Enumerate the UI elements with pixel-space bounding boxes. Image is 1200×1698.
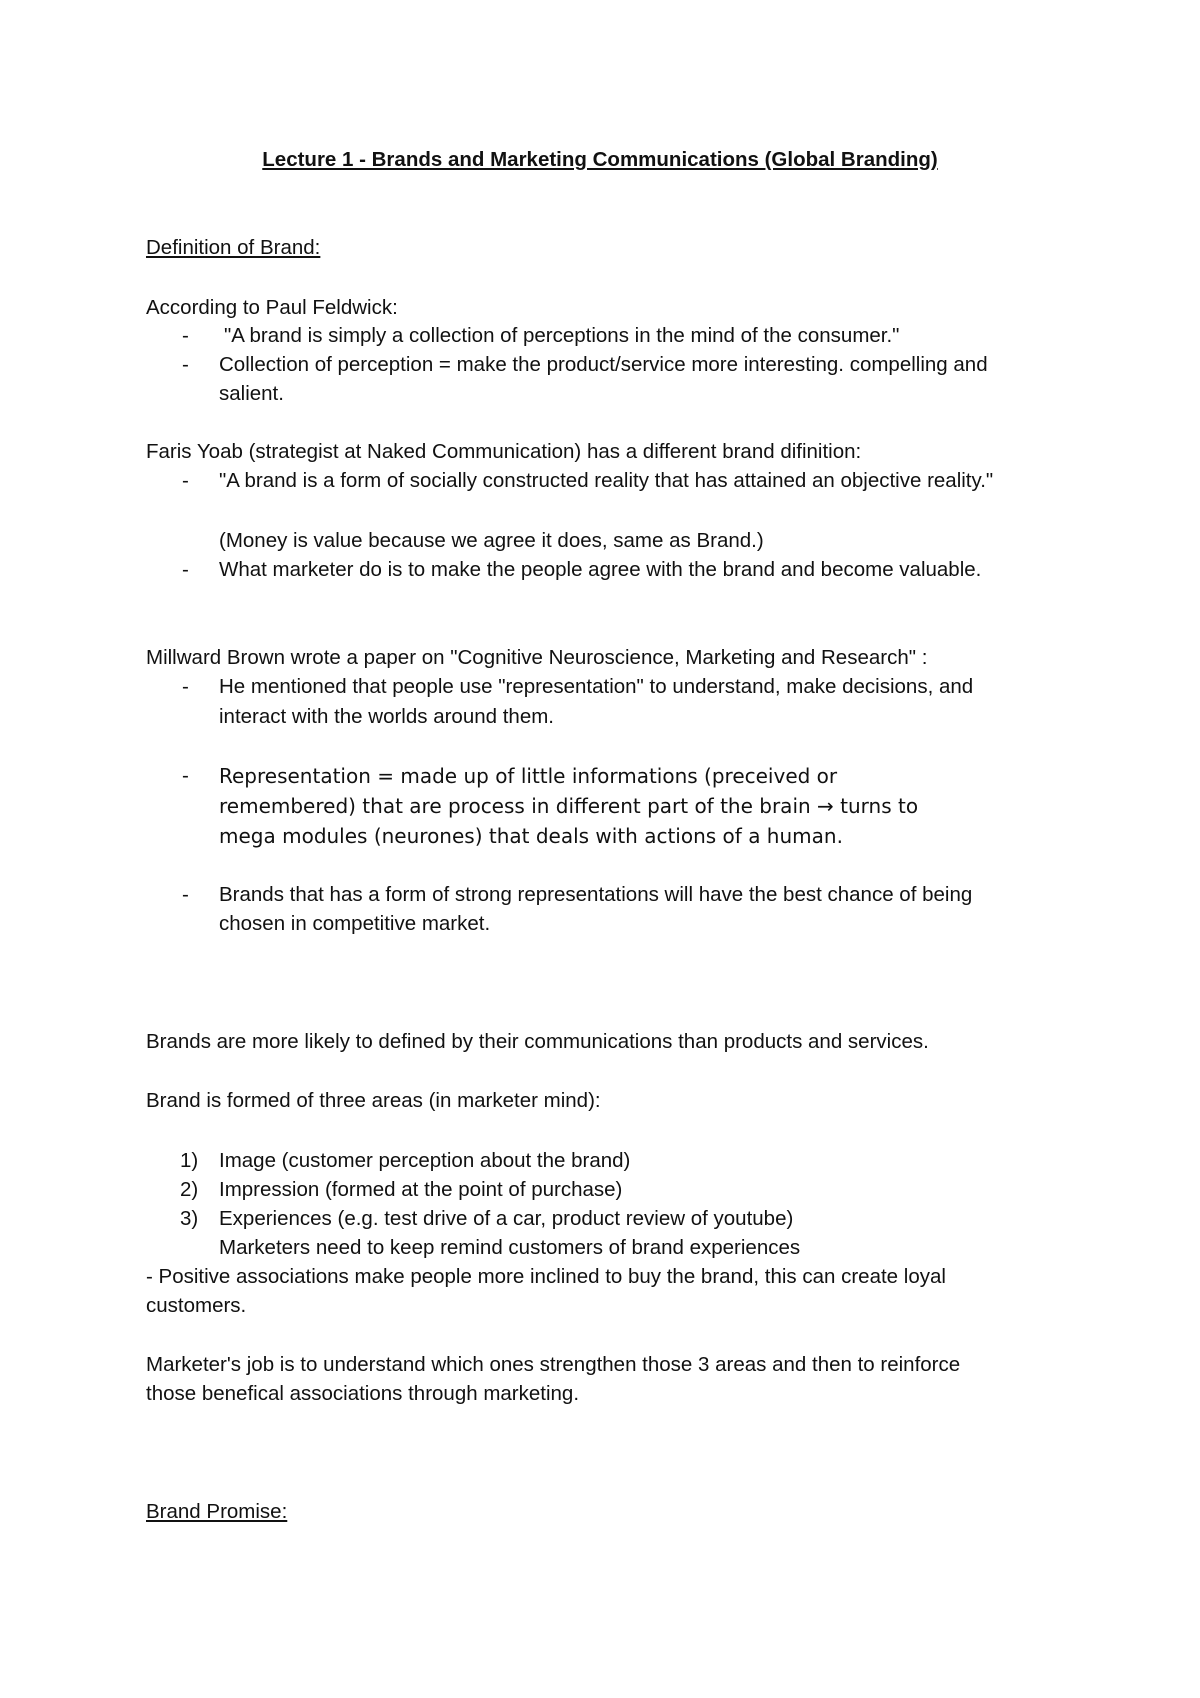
definition-heading: Definition of Brand: [146, 236, 321, 259]
representation-line3: mega modules (neurones) that deals with actions of a human. [219, 824, 843, 848]
yoab-quote: "A brand is a form of socially constructed reality that has attained an objective reality." [219, 469, 994, 492]
list-item-impression: Impression (formed at the point of purchase) [219, 1178, 623, 1201]
brand-promise-heading: Brand Promise: [146, 1500, 288, 1523]
list-number: 1) [180, 1149, 199, 1172]
marketer-job-line1: Marketer's job is to understand which ones strengthen those 3 areas and then to reinforce [146, 1353, 961, 1376]
list-number: 2) [180, 1178, 199, 1201]
feldwick-perception-line1: Collection of perception = make the product/service more interesting. compelling and [219, 353, 988, 376]
representation-line1: Representation = made up of little informations (preceived or [219, 764, 838, 788]
experiences-subnote: Marketers need to keep remind customers of brand experiences [219, 1236, 801, 1259]
positive-associations-line1: - Positive associations make people more inclined to buy the brand, this can create loyal [146, 1265, 946, 1288]
yoab-note: (Money is value because we agree it does, same as Brand.) [219, 529, 764, 552]
feldwick-perception-line2: salient. [219, 382, 284, 405]
bullet-dash: - [182, 883, 189, 906]
marketer-job-line2: those benefical associations through marketing. [146, 1382, 580, 1405]
positive-associations-line2: customers. [146, 1294, 247, 1317]
yoab-marketer-bullet: What marketer do is to make the people agree with the brand and become valuable. [219, 558, 982, 581]
millward-bullet1-line1: He mentioned that people use "representation" to understand, make decisions, and [219, 675, 974, 698]
millward-bullet1-line2: interact with the worlds around them. [219, 705, 554, 728]
representation-line2: remembered) that are process in different part of the brain → turns to [219, 794, 919, 818]
list-number: 3) [180, 1207, 199, 1230]
page-title: Lecture 1 - Brands and Marketing Communications (Global Branding) [262, 148, 938, 171]
millward-intro: Millward Brown wrote a paper on "Cognitive Neuroscience, Marketing and Research" : [146, 646, 928, 669]
bullet-dash: - [182, 324, 189, 347]
bullet-dash: - [182, 675, 189, 698]
bullet-dash: - [182, 353, 189, 376]
list-item-experiences: Experiences (e.g. test drive of a car, product review of youtube) [219, 1207, 794, 1230]
list-item-image: Image (customer perception about the brand) [219, 1149, 631, 1172]
three-areas-intro: Brand is formed of three areas (in marketer mind): [146, 1089, 601, 1112]
feldwick-intro: According to Paul Feldwick: [146, 296, 398, 319]
bullet-dash: - [182, 469, 189, 492]
bullet-dash: - [182, 764, 189, 787]
millward-bullet3-line2: chosen in competitive market. [219, 912, 491, 935]
yoab-intro: Faris Yoab (strategist at Naked Communication) has a different brand difinition: [146, 440, 862, 463]
feldwick-quote: "A brand is simply a collection of perceptions in the mind of the consumer." [224, 324, 900, 347]
millward-bullet3-line1: Brands that has a form of strong representations will have the best chance of being [219, 883, 973, 906]
bullet-dash: - [182, 558, 189, 581]
communications-statement: Brands are more likely to defined by their communications than products and services. [146, 1030, 929, 1053]
